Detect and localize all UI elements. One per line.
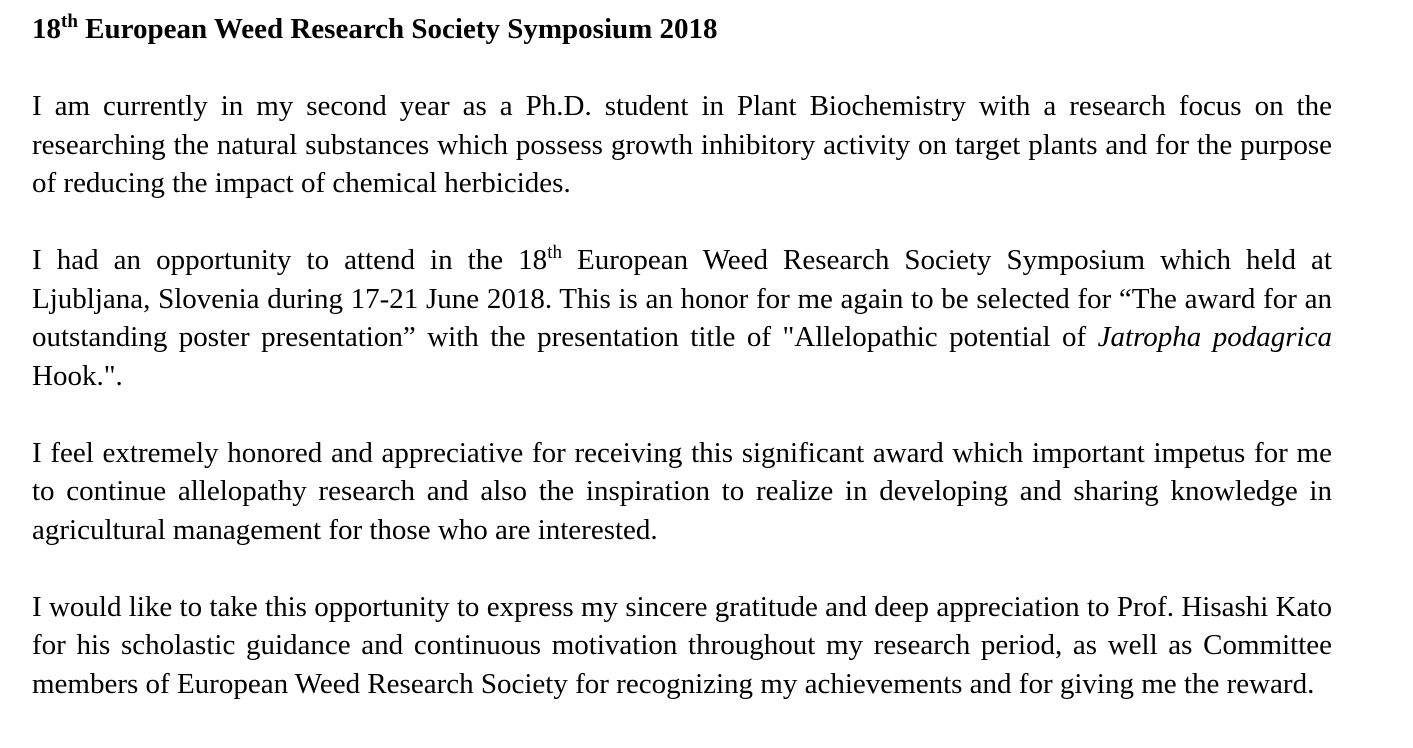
paragraph-intro: I am currently in my second year as a Ph.D. student in Plant Biochemistry with a research focus on the researching the natural substances which possess growth inhibitory activity on target plants and for the purpose of reducing the impact of chemical herbicides.: [32, 90, 1332, 199]
title-number: 18: [32, 13, 61, 45]
title-text: European Weed Research Society Symposium 2018: [77, 13, 718, 45]
title-ordinal-suffix: th: [61, 11, 78, 32]
paragraph-symposium-text-3: Hook.".: [32, 359, 123, 392]
paragraph-symposium-text-1: I had an opportunity to attend in the 18: [32, 244, 548, 276]
paragraph-symposium: [32, 241, 1332, 395]
species-name: Jatropha podagrica: [1097, 321, 1332, 353]
document-page: [32, 10, 1332, 703]
paragraph-symposium-text-2: European Weed Research Society Symposium which held at Ljubljana, Slovenia during 17-21 June 2018. This is an honor for me again to be selected for “The award for an outstanding poster presentation” with the presentation title of "Allelopathic potential of: [32, 244, 1332, 353]
document-title: [32, 10, 1332, 49]
ordinal-suffix: th: [547, 242, 562, 263]
paragraph-honor: I feel extremely honored and appreciative for receiving this significant award which important impetus for me to continue allelopathy research and also the inspiration to realize in developing and sharing knowledge in agricultural management for those who are interested.: [32, 436, 1332, 546]
paragraph-gratitude: I would like to take this opportunity to express my sincere gratitude and deep appreciation to Prof. Hisashi Kato for his scholastic guidance and continuous motivation throughout my research period, as well as Committee members of European Weed Research Society for recognizing my achievements and for giving me the reward.: [32, 590, 1332, 700]
